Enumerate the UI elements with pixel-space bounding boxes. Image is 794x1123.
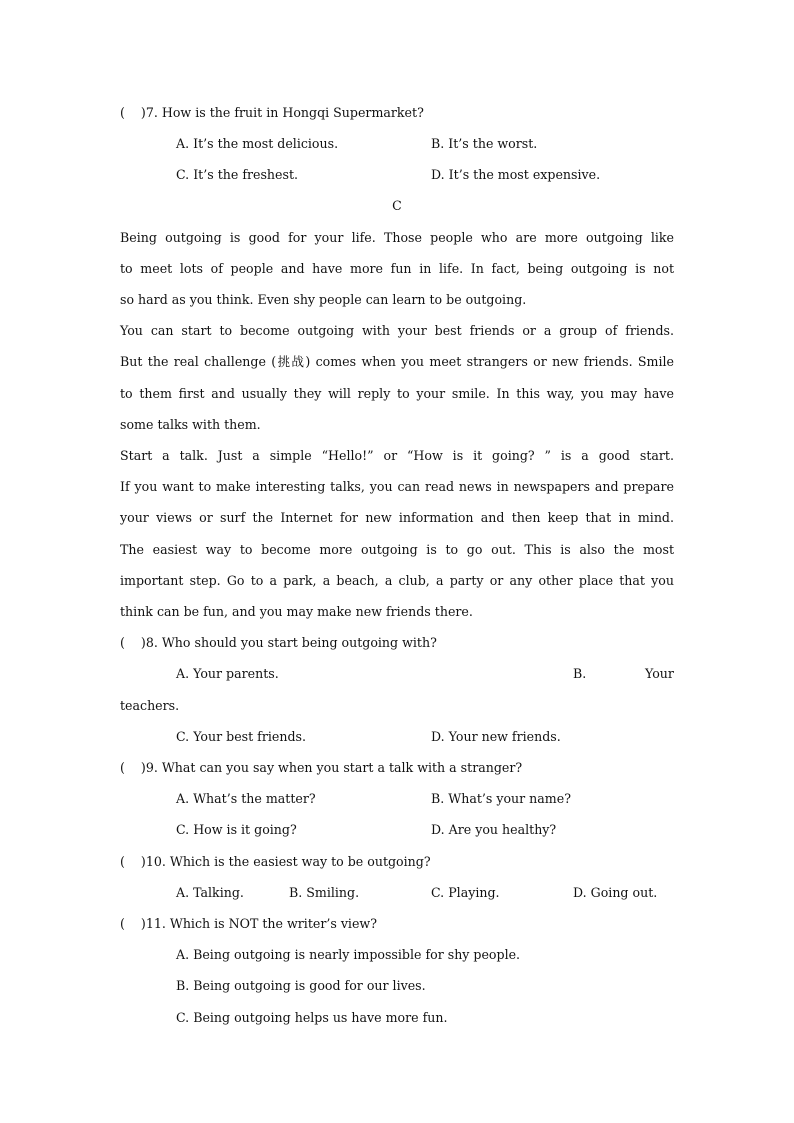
passage-line: But the real challenge (挑战) comes when you meet strangers or new friends. Smile [120, 354, 674, 369]
passage-line: You can start to become outgoing with your best friends or a group of friends. [120, 323, 674, 338]
question-8-option-c: C. Your best friends. [176, 729, 306, 744]
passage-title: C [392, 198, 402, 213]
question-7-stem: ( )7. How is the fruit in Hongqi Supermarket? [120, 105, 424, 120]
question-10-stem: ( )10. Which is the easiest way to be outgoing? [120, 854, 431, 869]
question-8-option-b-letter: B. [573, 666, 587, 681]
question-9-option-b: B. What’s your name? [431, 791, 571, 806]
question-11-option-c: C. Being outgoing helps us have more fun. [176, 1010, 448, 1025]
question-11-stem: ( )11. Which is NOT the writer’s view? [120, 916, 377, 931]
question-11-option-a: A. Being outgoing is nearly impossible for shy people. [176, 947, 521, 962]
question-9-option-a: A. What’s the matter? [176, 791, 316, 806]
question-9-stem: ( )9. What can you say when you start a talk with a stranger? [120, 760, 523, 775]
question-8-option-b-continued: teachers. [120, 698, 180, 713]
passage-line: The easiest way to become more outgoing is to go out. This is also the most [120, 542, 674, 557]
question-8-stem: ( )8. Who should you start being outgoing with? [120, 635, 437, 650]
passage-line: so hard as you think. Even shy people can learn to be outgoing. [120, 292, 527, 307]
passage-line: important step. Go to a park, a beach, a club, a party or any other place that you [120, 573, 674, 588]
question-8-option-b-word: Your [645, 666, 674, 681]
question-7-option-c: C. It’s the freshest. [176, 167, 299, 182]
passage-line: your views or surf the Internet for new information and then keep that in mind. [120, 510, 674, 525]
passage-line: to them first and usually they will reply to your smile. In this way, you may have [120, 386, 674, 401]
question-9-option-c: C. How is it going? [176, 822, 297, 837]
passage-line: think can be fun, and you may make new friends there. [120, 604, 473, 619]
question-7-option-b: B. It’s the worst. [431, 136, 538, 151]
question-7-option-d: D. It’s the most expensive. [431, 167, 601, 182]
question-11-option-b: B. Being outgoing is good for our lives. [176, 978, 426, 993]
question-9-option-d: D. Are you healthy? [431, 822, 557, 837]
question-10-option-b: B. Smiling. [289, 885, 360, 900]
passage-line: If you want to make interesting talks, you can read news in newspapers and prepare [120, 479, 674, 494]
question-8-option-d: D. Your new friends. [431, 729, 561, 744]
question-10-option-a: A. Talking. [176, 885, 244, 900]
passage-line: some talks with them. [120, 417, 261, 432]
question-10-option-c: C. Playing. [431, 885, 500, 900]
question-7-option-a: A. It’s the most delicious. [176, 136, 339, 151]
passage-line: to meet lots of people and have more fun in life. In fact, being outgoing is not [120, 261, 674, 276]
question-10-option-d: D. Going out. [573, 885, 658, 900]
passage-line: Being outgoing is good for your life. Those people who are more outgoing like [120, 230, 674, 245]
passage-line: Start a talk. Just a simple “Hello!” or “How is it going? ” is a good start. [120, 448, 674, 463]
question-8-option-a: A. Your parents. [176, 666, 279, 681]
